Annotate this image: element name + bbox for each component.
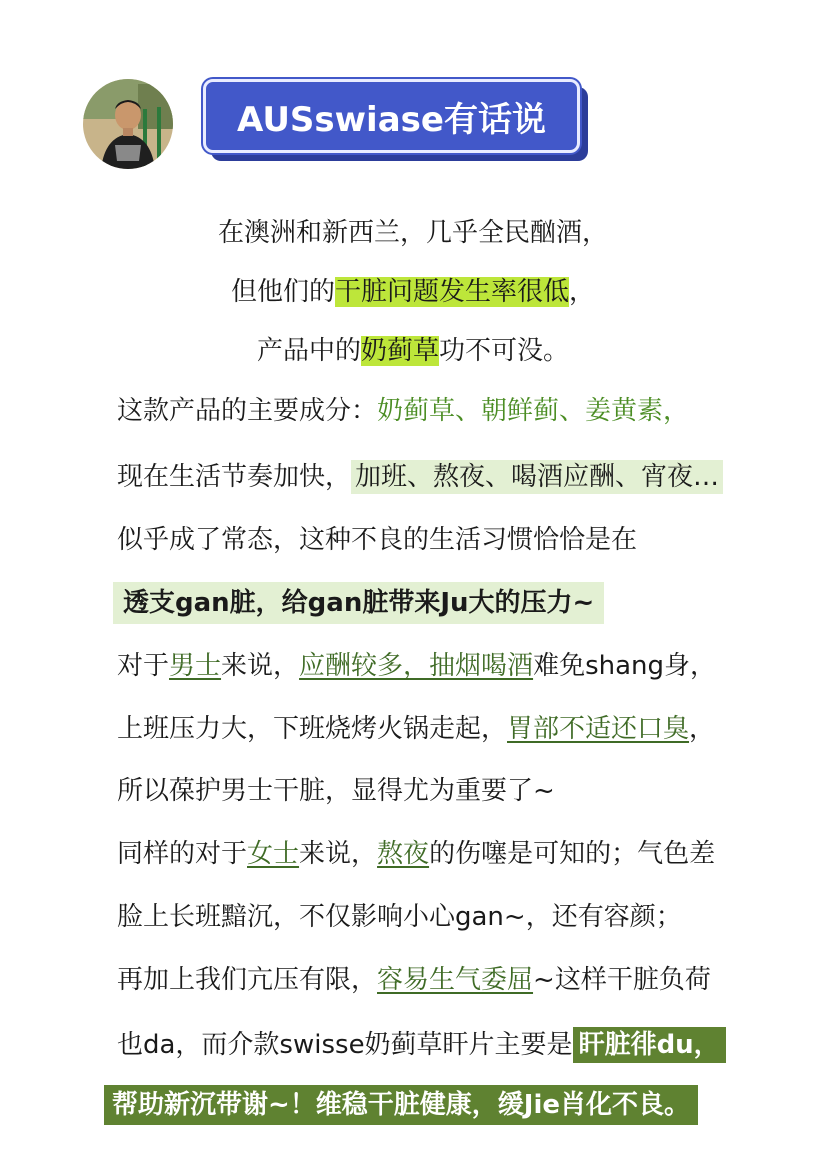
body-line-12 — [117, 899, 682, 935]
body-line-15 — [104, 1087, 698, 1123]
body-text: 对于 — [117, 651, 170, 681]
body-text: ， — [689, 714, 716, 744]
highlight-box: 帮助新沉带谢~！维稳干脏健康，缓Jie肖化不良。 — [104, 1085, 698, 1125]
highlight-text: 干脏问题发生率很低 — [334, 277, 569, 307]
intro-line-1 — [0, 215, 826, 251]
body-text: 这款产品的主要成分： — [117, 396, 378, 426]
body-text: 上班压力大，下班烧烤火锅走起， — [117, 714, 508, 744]
body-line-7 — [113, 585, 604, 621]
body-text: ~这样干脏负荷 — [533, 965, 711, 995]
intro-line-2 — [0, 274, 826, 310]
body-line-6 — [117, 522, 637, 558]
body-text: 再加上我们亢压有限， — [117, 965, 378, 995]
intro-text: 在澳洲和新西兰，几乎全民酗酒， — [217, 218, 608, 248]
intro-line-3 — [0, 333, 826, 369]
ingredient-list: 奶蓟草、朝鲜蓟、姜黄素， — [377, 396, 690, 426]
page-title: AUSswiase有话说 — [237, 99, 546, 140]
intro-text: 但他们的 — [230, 277, 335, 307]
body-line-10 — [117, 773, 555, 809]
body-line-9 — [117, 711, 715, 747]
body-line-8 — [117, 648, 716, 684]
avatar — [83, 79, 173, 169]
body-text: 的伤噻是可知的；气色差 — [429, 839, 716, 869]
highlight-text: 奶蓟草 — [360, 336, 439, 366]
body-text: 现在生活节奏加快， — [117, 462, 352, 492]
body-text: 脸上长班黯沉，不仅影响小心gan~，还有容颜； — [117, 902, 682, 932]
body-text: 也da，而介款swisse奶蓟草盰片主要是 — [117, 1030, 573, 1060]
ingredients-line — [117, 393, 689, 429]
highlight-box: 盰脏徘du， — [573, 1027, 726, 1063]
underlined-text: 熬夜 — [377, 839, 430, 869]
body-line-13 — [117, 962, 711, 998]
highlight-text: 加班、熬夜、喝酒应酬、宵夜… — [351, 460, 723, 494]
body-text: 来说， — [221, 651, 300, 681]
body-line-5 — [117, 459, 723, 495]
body-text: 同样的对于 — [117, 839, 248, 869]
underlined-text: 女士 — [247, 839, 300, 869]
title-banner — [203, 79, 580, 153]
intro-text: 产品中的 — [256, 336, 361, 366]
body-text: 所以葆护男士干脏，显得尤为重要了~ — [117, 776, 555, 806]
intro-text: 功不可没。 — [439, 336, 570, 366]
highlight-text: 透支gan脏，给gan脏带来Ju大的压力~ — [113, 582, 604, 624]
underlined-text: 容易生气委屈 — [377, 965, 534, 995]
avatar-photo — [83, 79, 173, 169]
underlined-text: 应酬较多，抽烟喝酒 — [299, 651, 534, 681]
body-text: 难免shang身， — [533, 651, 717, 681]
body-text: 来说， — [299, 839, 378, 869]
body-line-14 — [117, 1027, 726, 1063]
underlined-text: 胃部不适还口臭 — [507, 714, 690, 744]
underlined-text: 男士 — [169, 651, 222, 681]
intro-text: ， — [569, 277, 596, 307]
body-line-11 — [117, 836, 715, 872]
body-text: 似乎成了常态，这种不良的生活习惯恰恰是在 — [117, 525, 638, 555]
